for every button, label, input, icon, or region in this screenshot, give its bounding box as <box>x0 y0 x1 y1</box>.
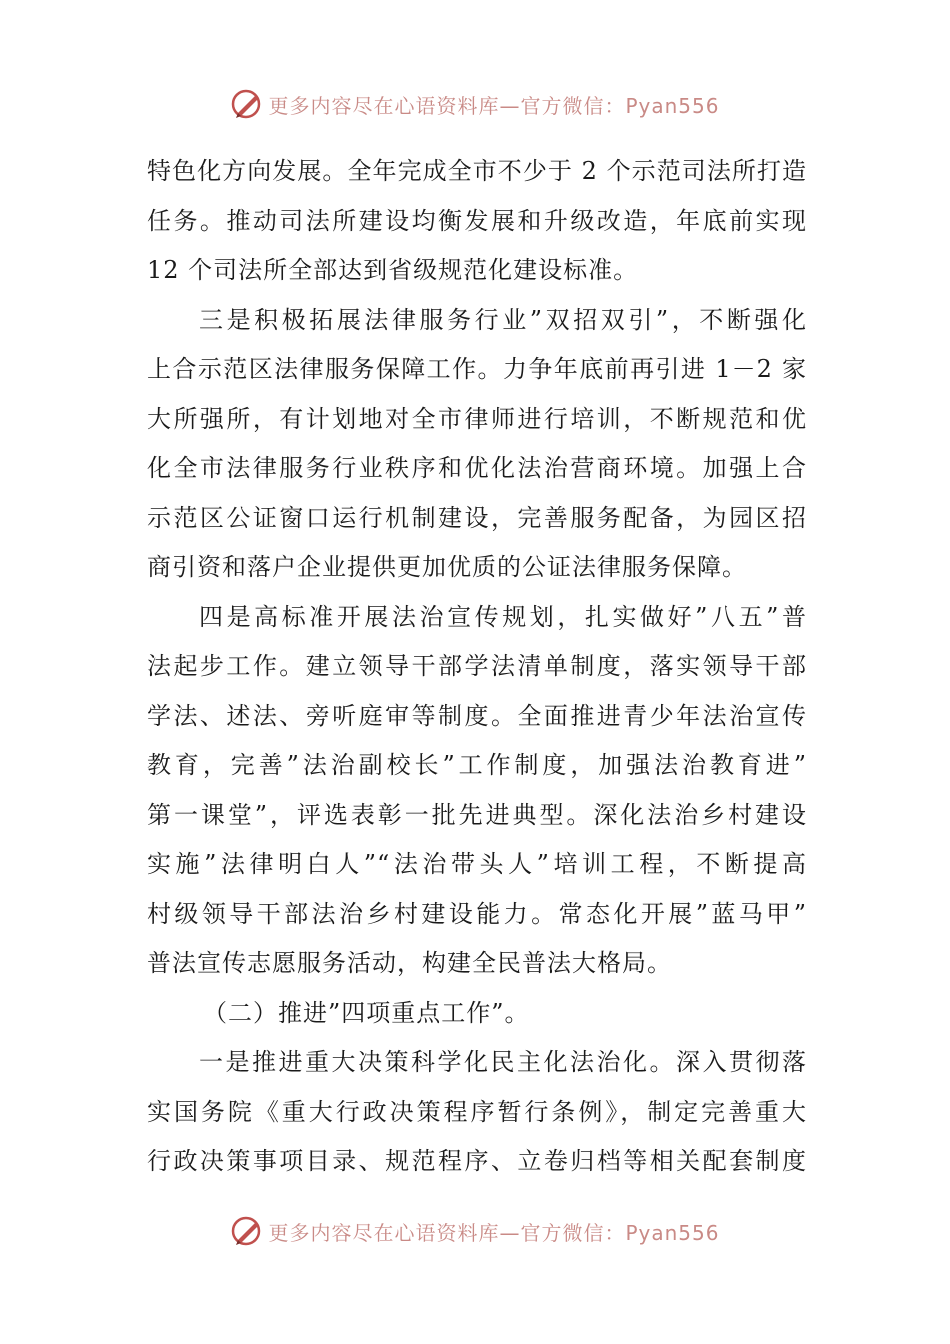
paragraph-line: 四是高标准开展法治宣传规划，扎实做好”八五”普 <box>199 602 807 631</box>
paragraph-line: 学法、述法、旁听庭审等制度。全面推进青少年法治宣传 <box>147 701 807 730</box>
footer-watermark-text: 更多内容尽在心语资料库—官方微信：Pyan556 <box>268 1220 720 1245</box>
header-watermark-banner <box>0 84 950 124</box>
paragraph-line: 一是推进重大决策科学化民主化法治化。深入贯彻落 <box>199 1048 807 1076</box>
paragraph-line: 特色化方向发展。全年完成全市不少于 2 个示范司法所打造 <box>147 157 807 185</box>
paragraph-line: 大所强所，有计划地对全市律师进行培训，不断规范和优 <box>147 404 807 433</box>
paragraph-line: 商引资和落户企业提供更加优质的公证法律服务保障。 <box>147 553 747 581</box>
document-body <box>147 147 807 1187</box>
paragraph-line: 化全市法律服务行业秩序和优化法治营商环境。加强上合 <box>147 454 807 482</box>
paragraph-line: 村级领导干部法治乡村建设能力。常态化开展”蓝马甲” <box>147 899 807 928</box>
section-heading: （二）推进”四项重点工作”。 <box>203 998 530 1027</box>
pen-logo-icon <box>230 87 264 121</box>
paragraph-line: 任务。推动司法所建设均衡发展和升级改造，年底前实现 <box>147 206 807 235</box>
footer-watermark-banner <box>0 1211 950 1251</box>
paragraph-line: 法起步工作。建立领导干部学法清单制度，落实领导干部 <box>147 652 807 680</box>
paragraph-line: 三是积极拓展法律服务行业”双招双引”，不断强化 <box>199 305 807 334</box>
paragraph-line: 实国务院《重大行政决策程序暂行条例》，制定完善重大 <box>147 1097 807 1126</box>
header-watermark-text: 更多内容尽在心语资料库—官方微信：Pyan556 <box>268 93 720 118</box>
pen-logo-icon <box>230 1214 264 1248</box>
paragraph-line: 12 个司法所全部达到省级规范化建设标准。 <box>147 256 639 284</box>
paragraph-line: 行政决策事项目录、规范程序、立卷归档等相关配套制度 <box>147 1147 807 1175</box>
paragraph-line: 教育，完善”法治副校长”工作制度，加强法治教育进” <box>147 751 807 779</box>
paragraph-line: 示范区公证窗口运行机制建设，完善服务配备，为园区招 <box>147 503 807 532</box>
paragraph-line: 第一课堂”，评选表彰一批先进典型。深化法治乡村建设 <box>147 800 807 829</box>
paragraph-line: 普法宣传志愿服务活动，构建全民普法大格局。 <box>147 949 672 977</box>
paragraph-line: 上合示范区法律服务保障工作。力争年底前再引进 1－2 家 <box>147 355 807 383</box>
paragraph-line: 实施”法律明白人”“法治带头人”培训工程，不断提高 <box>147 850 807 878</box>
